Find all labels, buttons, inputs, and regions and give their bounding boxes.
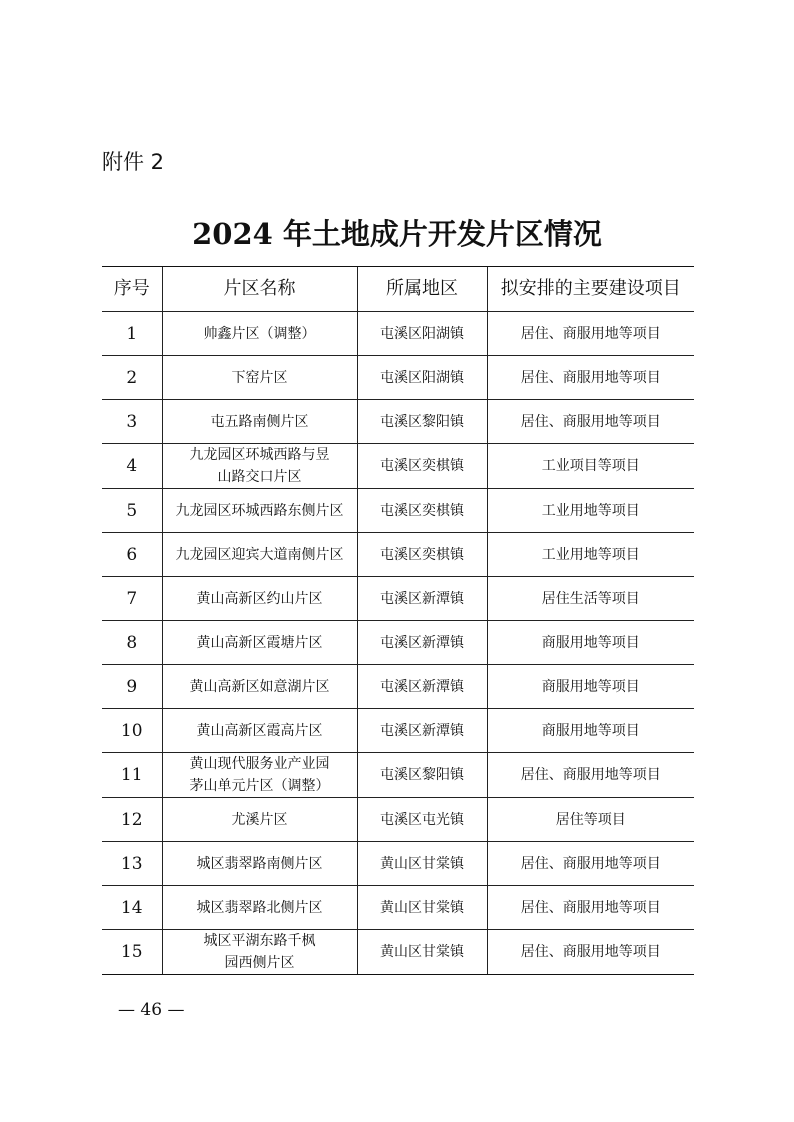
table-row	[102, 621, 694, 665]
row-region: 屯溪区黎阳镇	[357, 753, 487, 798]
row-region: 黄山区甘棠镇	[357, 886, 487, 930]
row-project: 居住等项目	[487, 798, 694, 842]
table-row	[102, 842, 694, 886]
row-project: 居住、商服用地等项目	[487, 930, 694, 975]
row-no: 8	[102, 621, 162, 665]
row-no: 3	[102, 400, 162, 444]
table-row	[102, 312, 694, 356]
row-region: 屯溪区奕棋镇	[357, 444, 487, 489]
row-no: 15	[102, 930, 162, 975]
table-row	[102, 356, 694, 400]
row-name: 城区翡翠路南侧片区	[162, 842, 357, 886]
row-no: 14	[102, 886, 162, 930]
row-project: 工业项目等项目	[487, 444, 694, 489]
row-no: 1	[102, 312, 162, 356]
table-row	[102, 798, 694, 842]
row-name: 九龙园区环城西路东侧片区	[162, 489, 357, 533]
row-name: 尤溪片区	[162, 798, 357, 842]
row-no: 2	[102, 356, 162, 400]
row-no: 10	[102, 709, 162, 753]
row-project: 居住、商服用地等项目	[487, 356, 694, 400]
row-no: 7	[102, 577, 162, 621]
row-project: 工业用地等项目	[487, 489, 694, 533]
row-name: 城区平湖东路千枫 园西侧片区	[162, 930, 357, 975]
row-name: 帅鑫片区（调整）	[162, 312, 357, 356]
row-name: 黄山现代服务业产业园 茅山单元片区（调整）	[162, 753, 357, 798]
table-row	[102, 753, 694, 798]
row-project: 商服用地等项目	[487, 709, 694, 753]
row-region: 屯溪区新潭镇	[357, 709, 487, 753]
row-name: 城区翡翠路北侧片区	[162, 886, 357, 930]
row-region: 屯溪区屯光镇	[357, 798, 487, 842]
table-row	[102, 886, 694, 930]
row-project: 居住、商服用地等项目	[487, 312, 694, 356]
page-title: 2024 年土地成片开发片区情况	[192, 217, 602, 251]
row-no: 5	[102, 489, 162, 533]
land-development-table	[102, 266, 694, 975]
header-name: 片区名称	[162, 267, 357, 312]
row-no: 12	[102, 798, 162, 842]
row-project: 居住、商服用地等项目	[487, 842, 694, 886]
row-name: 下窑片区	[162, 356, 357, 400]
row-region: 屯溪区阳湖镇	[357, 356, 487, 400]
row-region: 黄山区甘棠镇	[357, 842, 487, 886]
row-region: 屯溪区阳湖镇	[357, 312, 487, 356]
row-name: 九龙园区迎宾大道南侧片区	[162, 533, 357, 577]
row-name: 九龙园区环城西路与昱 山路交口片区	[162, 444, 357, 489]
row-name: 黄山高新区如意湖片区	[162, 665, 357, 709]
row-project: 居住、商服用地等项目	[487, 886, 694, 930]
row-no: 13	[102, 842, 162, 886]
row-project: 商服用地等项目	[487, 621, 694, 665]
row-project: 居住生活等项目	[487, 577, 694, 621]
row-region: 屯溪区新潭镇	[357, 621, 487, 665]
row-region: 屯溪区黎阳镇	[357, 400, 487, 444]
page-number: — 46 —	[118, 1000, 185, 1020]
table-row	[102, 930, 694, 975]
header-region: 所属地区	[357, 267, 487, 312]
table-row	[102, 489, 694, 533]
row-region: 屯溪区新潭镇	[357, 665, 487, 709]
table-row	[102, 444, 694, 489]
row-name: 屯五路南侧片区	[162, 400, 357, 444]
row-name: 黄山高新区霞高片区	[162, 709, 357, 753]
row-project: 工业用地等项目	[487, 533, 694, 577]
row-project: 居住、商服用地等项目	[487, 753, 694, 798]
table-header-row	[102, 267, 694, 312]
attachment-label: 附件 2	[102, 150, 165, 174]
row-no: 4	[102, 444, 162, 489]
row-project: 商服用地等项目	[487, 665, 694, 709]
header-project: 拟安排的主要建设项目	[487, 267, 694, 312]
row-region: 黄山区甘棠镇	[357, 930, 487, 975]
table-row	[102, 533, 694, 577]
row-region: 屯溪区奕棋镇	[357, 489, 487, 533]
row-no: 9	[102, 665, 162, 709]
row-no: 11	[102, 753, 162, 798]
table-row	[102, 577, 694, 621]
row-name: 黄山高新区霞塘片区	[162, 621, 357, 665]
table-row	[102, 400, 694, 444]
row-region: 屯溪区新潭镇	[357, 577, 487, 621]
header-no: 序号	[102, 267, 162, 312]
row-project: 居住、商服用地等项目	[487, 400, 694, 444]
row-name: 黄山高新区约山片区	[162, 577, 357, 621]
row-no: 6	[102, 533, 162, 577]
table-row	[102, 709, 694, 753]
table-row	[102, 665, 694, 709]
row-region: 屯溪区奕棋镇	[357, 533, 487, 577]
